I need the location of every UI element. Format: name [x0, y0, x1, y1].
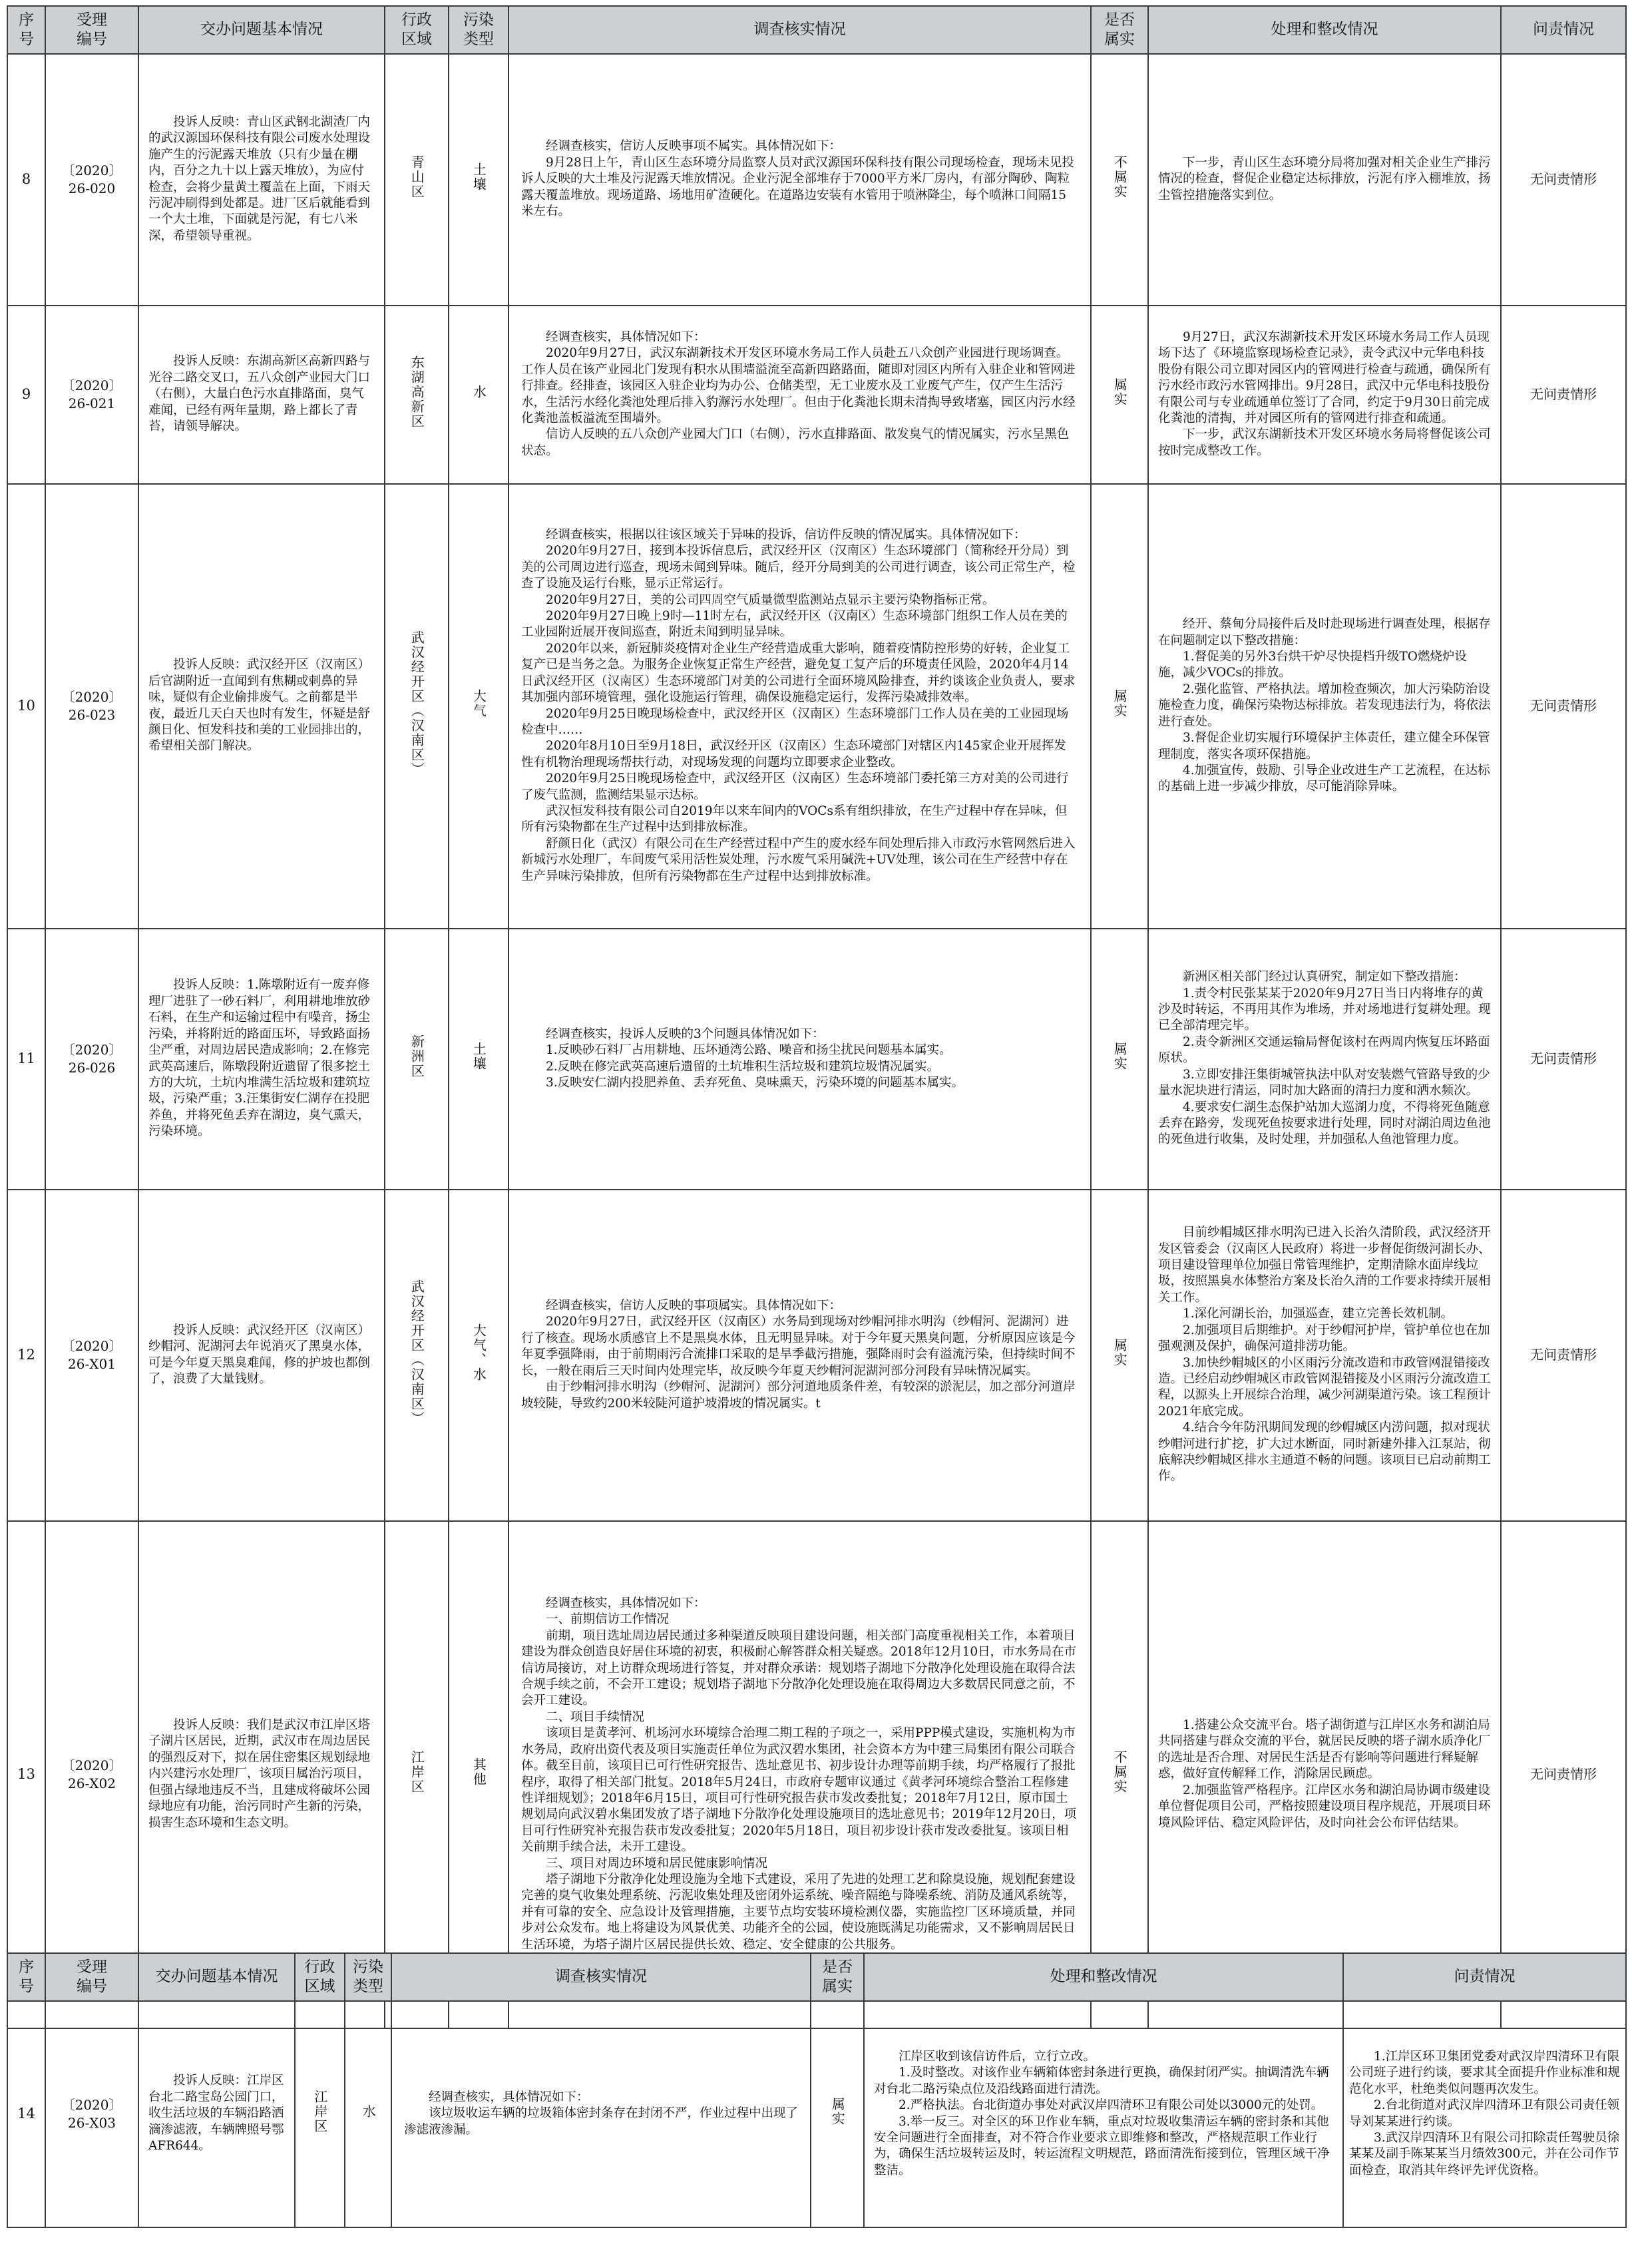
table-row	[7, 1190, 1626, 1521]
row-case-no: 〔2020〕 26-021	[45, 306, 138, 484]
row-case-no: 〔2020〕 26-X02	[45, 1521, 138, 2028]
row-investigation-paragraph: 2020年9月27日，武汉经开区（汉南区）水务局到现场对纱帽河排水明沟（纱帽河、泥湖河）进行了核查。现场水质感官上不是黑臭水体，且无明显异味。对于今年夏天黑臭问题，分析原因应该是今年夏季强降雨，由于前期雨污合流排口采取的是旱季截污措施，强降雨时会有溢流污染，但持续时间不长，一般在雨后三天时间内处理完毕，故反映今年夏天纱帽河泥湖河部分河段有异味情况属实。	[521, 1315, 1076, 1378]
row-pollution	[449, 306, 509, 484]
row-pollution-text: 水	[360, 2104, 377, 2119]
row-investigation-paragraph: 2020年9月25日晚现场检查中，武汉经开区（汉南区）生态环境部门工作人员在美的工业园现场检查中……	[521, 706, 1069, 737]
table-row	[7, 484, 1626, 929]
row-accountability: 无问责情形	[1501, 484, 1626, 929]
row-handling	[1148, 54, 1501, 306]
row-investigation-paragraph: 由于纱帽河排水明沟（纱帽河、泥湖河）部分河道地质条件差，有较深的淤泥层，加之部分河道岸坡较陡，导致约200米较陡河道护坡滑坡的情况属实。t	[521, 1380, 1076, 1411]
row-investigation	[509, 484, 1091, 929]
header-issue: 交办问题基本情况	[138, 1953, 295, 2001]
row-investigation-paragraph: 该垃圾收运车辆的垃圾箱体密封条存在封闭不严，作业过程中出现了渗滤液渗漏。	[404, 2106, 799, 2137]
row-investigation-paragraph: 三、项目对周边环境和居民健康影响情况	[546, 1856, 768, 1871]
row-issue	[138, 2001, 295, 2227]
header-handling: 处理和整改情况	[864, 1953, 1343, 2001]
row-investigation-paragraph: 经调查核实，具体情况如下：	[429, 2090, 589, 2104]
row-pollution-text: 水	[471, 384, 487, 399]
row-handling-paragraph: 新洲区相关部门经过认真研究，制定如下整改措施：	[1183, 970, 1466, 985]
row-pollution	[449, 929, 509, 1190]
row-issue-paragraph: 投诉人反映：1.陈墩附近有一废弃修理厂进驻了一砂石料厂，利用耕地堆放砂石料，在生产和运输过程中有噪音，扬尘污染，并将附近的路面压坏，导致路面扬尘严重，对周边居民造成影响；2.在修完武英高速后，陈墩段附近遗留了很多挖土方的大坑，土坑内堆满生活垃圾和建筑垃圾，污染严重；3.汪集街安仁湖存在投肥养鱼，并将死鱼丢弃在湖边，臭气熏天，污染环境。	[148, 978, 371, 1139]
row-issue-paragraph: 投诉人反映：东湖高新区高新四路与光谷二路交叉口，五八众创产业园大门口（右侧），大量白色污水直排路面，臭气难闻，已经有两年量期，路上都长了青苔，请领导解决。	[148, 354, 371, 434]
row-investigation-paragraph: 1.反映砂石料厂占用耕地、压坏通湾公路、噪音和扬尘扰民问题基本属实。	[546, 1043, 952, 1058]
row-handling-paragraph: 4.加强宣传，鼓励、引导企业改进生产工艺流程，在达标的基础上进一步减少排放，尽可能消除异味。	[1158, 763, 1490, 794]
row-pollution-text: 大气、水	[471, 1323, 487, 1382]
row-verified-text: 属实	[829, 2096, 846, 2126]
table-row	[7, 2001, 1626, 2227]
header-pollution: 污染 类型	[449, 6, 509, 54]
row-seq: 12	[7, 1190, 45, 1521]
row-accountability: 无问责情形	[1501, 306, 1626, 484]
row-handling-paragraph: 下一步，青山区生态环境分局将加强对相关企业生产排污情况的检查，督促企业稳定达标排放，污泥有序入棚堆放，扬尘管控措施落实到位。	[1158, 155, 1491, 202]
row-investigation	[509, 306, 1091, 484]
row-verified	[1091, 929, 1148, 1190]
row-handling-paragraph: 下一步，武汉东湖新技术开发区环境水务局将督促该公司按时完成整改工作。	[1158, 427, 1491, 458]
row-accountability: 无问责情形	[1501, 1190, 1626, 1521]
row-investigation	[509, 929, 1091, 1190]
row-accountability-paragraph: 3.武汉岸四清环卫有限公司扣除责任驾驶员徐某某及副手陈某某当月绩效300元，并在公司作节面检查，取消其年终评先评优资格。	[1349, 2130, 1620, 2177]
row-investigation-paragraph: 2020年9月27日，接到本投诉信息后，武汉经开区（汉南区）生态环境部门（简称经开分局）到美的公司周边进行巡查，现场未闻到异味。随后，经开分局到美的公司进行调查，该公司正常生产，检查了设施及运行台账，显示正常运行。	[521, 544, 1076, 591]
row-verified	[1091, 306, 1148, 484]
header-investigation: 调查核实情况	[509, 6, 1091, 54]
header-seq: 序号	[7, 6, 45, 54]
row-case-no: 〔2020〕 26-023	[45, 484, 138, 929]
table-row	[7, 54, 1626, 306]
row-handling-paragraph: 1.深化河湖长治，加强巡查，建立完善长效机制。	[1183, 1307, 1454, 1321]
row-handling-paragraph: 1.督促美的另外3台烘干炉尽快提档升级TO燃烧炉设施，减少VOCs的排放。	[1158, 650, 1467, 680]
row-pollution	[449, 54, 509, 306]
row-district	[385, 929, 449, 1190]
row-issue-paragraph: 投诉人反映：江岸区台北二路宝岛公园门口，收生活垃圾的车辆沿路洒滴渗滤液，车辆牌照号鄂AFR644。	[148, 2074, 284, 2154]
row-issue-paragraph: 投诉人反映：武汉经开区（汉南区）纱帽河、泥湖河去年说消灭了黑臭水体，可是今年夏天黑臭难闻，修的护坡也都倒了，浪费了大量钱财。	[148, 1323, 371, 1386]
row-accountability: 无问责情形	[1501, 1521, 1626, 2028]
table-header-row	[7, 1953, 1626, 2001]
row-seq: 10	[7, 484, 45, 929]
row-district-text: 武汉经开区（汉南区）	[409, 1279, 425, 1426]
row-handling-paragraph: 1.及时整改。对该作业车辆箱体密封条进行更换，确保封闭严实。抽调清洗车辆对台北二路污染点位及沿线路面进行清洗。	[874, 2066, 1329, 2096]
row-investigation-paragraph: 2020年9月27日，美的公司四周空气质量微型监测站点显示主要污染物指标正常。	[546, 592, 995, 607]
row-pollution-text: 土壤	[471, 1041, 487, 1071]
row-accountability-paragraph: 1.江岸区环卫集团党委对武汉岸四清环卫有限公司班子进行约谈，要求其全面提升作业标准和规范化水平，杜绝类似问题再次发生。	[1349, 2049, 1621, 2096]
row-handling-paragraph: 2.加强监管严格程序。江岸区水务和湖泊局协调市级建设单位督促项目公司，严格按照建设项目程序规范，开展项目环境风险评估、稳定风险评估，及时向社会公布评估结果。	[1158, 1783, 1491, 1830]
row-handling	[1148, 484, 1501, 929]
row-verified-text: 不属实	[1112, 1749, 1128, 1794]
row-pollution-text: 其他	[471, 1757, 487, 1787]
row-district-text: 东湖高新区	[409, 355, 425, 429]
header-verified: 是否 属实	[1091, 6, 1148, 54]
row-seq: 13	[7, 1521, 45, 2028]
row-handling	[1148, 929, 1501, 1190]
complaint-table-part-2	[7, 1952, 1627, 2228]
header-case-no: 受理 编号	[45, 6, 138, 54]
row-investigation	[509, 54, 1091, 306]
row-investigation-paragraph: 前期，项目选址周边居民通过多种渠道反映项目建设问题，相关部门高度重视相关工作，本着项目建设为群众创造良好居住环境的初衷，积极耐心解答群众相关疑惑。2018年12月10日，市水务局在市信访局接访，对上访群众现场进行答复，并对群众承诺：规划塔子湖地下分散净化处理设施在取得合法合规手续之前，不会开工建设；规划塔子湖地下分散净化处理设施在取得周边大多数居民同意之前，不会开工建设。	[521, 1628, 1077, 1708]
row-pollution-text: 大气	[471, 688, 487, 718]
row-accountability	[1343, 2001, 1626, 2227]
row-accountability: 无问责情形	[1501, 54, 1626, 306]
row-handling-paragraph: 9月27日，武汉东湖新技术开发区环境水务局工作人员现场下达了《环境监察现场检查记录》，责令武汉中元华电科技股份有限公司立即对园区内的管网进行检查与疏通，确保所有污水经市政污水管网排出。9月28日，武汉中元华电科技股份有限公司与专业疏通单位签订了合同，约定于9月30日前完成化粪池的清掏，并对园区所有的管网进行排查和疏通。	[1158, 330, 1491, 425]
row-investigation-paragraph: 3.反映安仁湖内投肥养鱼、丢弃死鱼、臭味熏天，污染环境的问题基本属实。	[546, 1075, 964, 1090]
row-handling-paragraph: 1.责令村民张某某于2020年9月27日当日内将堆存的黄沙及时转运，不再用其作为堆场，并对场地进行复耕处理。现已全部清理完毕。	[1158, 986, 1491, 1033]
row-handling-paragraph: 经开、蔡甸分局接件后及时赴现场进行调查处理，根据存在问题制定以下整改措施：	[1158, 617, 1491, 648]
row-investigation-paragraph: 武汉恒发科技有限公司自2019年以来车间内的VOCs系有组织排放，在生产过程中存在异味，但所有污染物都在生产过程中达到排放标准。	[521, 803, 1068, 835]
row-case-no: 〔2020〕 26-026	[45, 929, 138, 1190]
row-pollution-text: 土壤	[471, 162, 487, 192]
header-district: 行政 区域	[295, 1953, 345, 2001]
row-issue	[138, 306, 385, 484]
row-handling-paragraph: 3.举一反三。对全区的环卫作业车辆，重点对垃圾收集清运车辆的密封条和其他安全问题进行全面排查，对不符合作业要求立即维修和整改，严格规范职工作业行为，确保生活垃圾转运及时，转运流程文明规范，路面清洗衔接到位，管理区域干净整洁。	[874, 2114, 1330, 2177]
table-row	[7, 929, 1626, 1190]
header-issue: 交办问题基本情况	[138, 6, 385, 54]
row-verified-text: 不属实	[1112, 154, 1128, 199]
row-investigation-paragraph: 2020年9月27日，武汉东湖新技术开发区环境水务局工作人员赴五八众创产业园进行现场调查。工作人员在该产业园北门发现有积水从围墙溢流至高新四路路面，随即对园区内所有入驻企业和管网进行排查。经排查，该园区入驻企业均为办公、仓储类型，无工业废水及工业废气产生，仅产生生活污水，生活污水经化粪池处理后排入豹澥污水处理厂。但由于化粪池长期未清掏导致堵塞，园区内污水经化粪池盖板溢流至围墙外。	[521, 346, 1076, 425]
row-investigation-paragraph: 经调查核实，具体情况如下：	[546, 1596, 706, 1611]
row-handling	[864, 2001, 1343, 2227]
table-header-row	[7, 6, 1626, 54]
row-seq: 11	[7, 929, 45, 1190]
header-investigation: 调查核实情况	[391, 1953, 811, 2001]
row-handling-paragraph: 3.加快纱帽城区的小区雨污分流改造和市政管网混错接改造。已经启动纱帽城区市政管网混错接及小区雨污分流改造工程，以源头上开展综合治理，减少河湖渠道污染。该工程预计2021年底完成。	[1158, 1355, 1491, 1419]
row-case-no: 〔2020〕 26-X03	[45, 2001, 138, 2227]
row-investigation-paragraph: 经调查核实，具体情况如下：	[546, 330, 706, 344]
row-district	[385, 306, 449, 484]
row-verified	[811, 2001, 864, 2227]
row-seq: 8	[7, 54, 45, 306]
header-handling: 处理和整改情况	[1148, 6, 1501, 54]
row-investigation-paragraph: 经调查核实，根据以往该区域关于异味的投诉，信访件反映的情况属实。具体情况如下：	[546, 528, 1026, 543]
row-pollution	[345, 2001, 391, 2227]
row-handling	[1148, 306, 1501, 484]
row-handling-paragraph: 2.责令新洲区交通运输局督促该村在两周内恢复压坏路面原状。	[1158, 1034, 1490, 1066]
row-district	[295, 2001, 345, 2227]
row-accountability: 无问责情形	[1501, 929, 1626, 1190]
header-verified: 是否 属实	[811, 1953, 864, 2001]
row-issue	[138, 484, 385, 929]
row-issue-paragraph: 投诉人反映：我们是武汉市江岸区塔子湖片区居民，近期，武汉市在周边居民的强烈反对下，拟在居住密集区规划绿地内兴建污水处理厂，该项目属治污项目，但强占绿地违反不当，且建成将破坏公园绿地应有功能，治污同时产生新的污染，损害生态环境和生态文明。	[148, 1718, 371, 1830]
row-handling-paragraph: 3.立即安排汪集街城管执法中队对安装燃气管路导致的少量水泥块进行清运，同时加大路面的清扫力度和洒水频次。	[1158, 1067, 1490, 1098]
row-investigation-paragraph: 一、前期信访工作情况	[546, 1612, 670, 1627]
row-investigation-paragraph: 2020年9月25日晚现场检查中，武汉经开区（汉南区）生态环境部门委托第三方对美的公司进行了废气监测，监测结果显示达标。	[521, 772, 1069, 802]
complaint-table-part-1	[7, 5, 1627, 2029]
row-investigation-paragraph: 2020年8月10日至9月18日，武汉经开区（汉南区）生态环境部门对辖区内145家企业开展挥发性有机物治理现场帮扶行动，对现场发现的问题均立即要求企业整改。	[521, 739, 1067, 770]
table-row	[7, 306, 1626, 484]
row-seq: 14	[7, 2001, 45, 2227]
row-handling-paragraph: 1.搭建公众交流平台。塔子湖街道与江岸区水务和湖泊局共同搭建与群众交流的平台，就居民反映的塔子湖水质净化厂的选址是否合理、对居民生活是否有影响等问题进行释疑解惑，做好宣传解释工作，消除居民顾虑。	[1158, 1718, 1491, 1781]
row-investigation-paragraph: 信访人反映的五八众创产业园大门口（右侧），污水直排路面、散发臭气的情况属实，污水呈黑色状态。	[521, 427, 1070, 458]
row-district-text: 江岸区	[409, 1749, 425, 1794]
row-handling	[1148, 1190, 1501, 1521]
row-handling-paragraph: 4.要求安仁湖生态保护站加大巡湖力度，不得将死鱼随意丢弃在路旁，发现死鱼按要求进行处理，同时对湖泊周边鱼池的死鱼进行收集，及时处理，并加强私人鱼池管理力度。	[1158, 1100, 1491, 1147]
row-investigation-paragraph: 塔子湖地下分散净化处理设施为全地下式建设，采用了先进的处理工艺和除臭设施，规划配套建设完善的臭气收集处理系统、污泥收集处理及密闭外运系统、噪音隔绝与降噪系统、消防及通风系统等，并有可靠的安全、应急设计及管理措施，主要节点均安装环境检测仪器，实施监控厂区环境质量，并同步对公众发布。地上将建设为风景优美、功能齐全的公园，使设施既满足功能需求，又不影响周居民日生活环境，为塔子湖片区居民提供长效、稳定、安全健康的公共服务。	[521, 1872, 1076, 1952]
row-district	[385, 484, 449, 929]
row-issue	[138, 1190, 385, 1521]
row-investigation-paragraph: 经调查核实，信访人反映的事项属实。具体情况如下：	[546, 1299, 842, 1313]
row-handling-paragraph: 目前纱帽城区排水明沟已进入长治久清阶段，武汉经济开发区管委会（汉南区人民政府）将进一步督促街级河湖长办、项目建设管理单位加强日常管理维护，定期清除水面岸线垃圾，按照黑臭水体整治方案及长治久清的工作要求持续开展相关工作。	[1158, 1226, 1491, 1305]
row-district-text: 青山区	[409, 154, 425, 199]
header-pollution: 污染 类型	[345, 1953, 391, 2001]
row-issue	[138, 929, 385, 1190]
row-district-text: 新洲区	[409, 1034, 425, 1078]
row-issue-paragraph: 投诉人反映：青山区武钢北湖渣厂内的武汉源国环保科技有限公司废水处理设施产生的污泥露天堆放（只有少量在棚内，百分之九十以上露天堆放），为应付检查，会将少量黄土覆盖在上面，下雨天污泥冲刷得到处都是。进厂区后就能看到一个大土堆，下面就是污泥，有七八米深，希望领导重视。	[148, 114, 371, 243]
row-district-text: 江岸区	[311, 2089, 328, 2134]
row-district	[385, 1190, 449, 1521]
row-issue-paragraph: 投诉人反映：武汉经开区（汉南区）后官湖附近一直闻到有焦糊或刺鼻的异味，疑似有企业偷排废气。之前都是半夜，最近几天白天也时有发生，怀疑是舒颜日化、恒发科技和美的工业园排出的，希望相关部门解决。	[148, 658, 371, 754]
row-investigation-paragraph: 2.反映在修完武英高速后遗留的土坑堆积生活垃圾和建筑垃圾情况属实。	[546, 1059, 940, 1074]
row-investigation-paragraph: 该项目是黄孝河、机场河水环境综合治理二期工程的子项之一，采用PPP模式建设，实施机构为市水务局，政府出资代表及项目实施责任单位为武汉碧水集团，社会资本方为中建三局集团有限公司联合体。截至目前，该项目已可行性研究报告、选址意见书、初步设计办理等前期手续，均严格履行了报批程序，取得了相关部门批复。2018年5月24日，市政府专题审议通过《黄孝河环境综合整治工程修建性详细规划》；2018年6月15日，项目可行性研究报告获市发改委批复；2018年7月12日，原市国土规划局向武汉碧水集团发放了塔子湖地下分散净化处理设施项目的选址意见书；2019年12月20日，项目可行性研究补充报告获市发改委批复；2020年5月18日，项目初步设计获市发改委批复。该项目相关前期手续合法，未开工建设。	[521, 1726, 1077, 1855]
header-case-no: 受理 编号	[45, 1953, 138, 2001]
row-case-no: 〔2020〕 26-X01	[45, 1190, 138, 1521]
row-handling-paragraph: 2.加强项目后期维护。对于纱帽河护岸，管护单位也在加强观测及保护，确保河道排涝功能。	[1158, 1323, 1490, 1354]
row-seq: 9	[7, 306, 45, 484]
row-district-text: 武汉经开区（汉南区）	[409, 630, 425, 777]
row-handling-paragraph: 江岸区收到该信访件后，立行立改。	[899, 2049, 1096, 2064]
row-investigation-paragraph: 舒颜日化（武汉）有限公司在生产经营过程中产生的废水经车间处理后排入市政污水管网然后进入新城污水处理厂，车间废气采用活性炭处理，污水废气采用碱洗+UV处理，该公司在生产经营中存在生产异味污染排放，但所有污染物都在生产过程中达到排放标准。	[521, 836, 1076, 883]
row-investigation-paragraph: 二、项目手续情况	[546, 1709, 645, 1724]
row-handling-paragraph: 3.督促企业切实履行环境保护主体责任，建立健全环保管理制度，落实各项环保措施。	[1158, 731, 1490, 762]
row-pollution	[449, 484, 509, 929]
row-verified-text: 属实	[1112, 1041, 1128, 1071]
row-verified-text: 属实	[1112, 1337, 1128, 1367]
header-accountability: 问责情况	[1343, 1953, 1626, 2001]
row-accountability-paragraph: 2.台北街道对武汉岸四清环卫有限公司责任领导刘某某进行约谈。	[1349, 2098, 1620, 2129]
row-verified	[1091, 484, 1148, 929]
row-verified	[1091, 1190, 1148, 1521]
row-case-no: 〔2020〕 26-020	[45, 54, 138, 306]
row-investigation-paragraph: 2020年以来，新冠肺炎疫情对企业生产经营造成重大影响，随着疫情防控形势的好转，企业复工复产已是当务之急。为服务企业恢复正常生产经营，避免复工复产后的环境责任风险，2020年4月14日武汉经开区（汉南区）生态环境部门对美的公司进行全面环境风险排查，并约谈该企业负责人，要求其加强内部环境管理，强化设施运行管理，确保设施稳定运行，发挥污染减排效率。	[521, 641, 1076, 705]
row-handling-paragraph: 4.结合今年防汛期间发现的纱帽城区内涝问题，拟对现状纱帽河进行扩挖，扩大过水断面，同时新建外排入江泵站，彻底解决纱帽城区排水主通道不畅的问题。该项目已启动前期工作。	[1158, 1421, 1491, 1484]
row-investigation	[391, 2001, 811, 2227]
row-investigation-paragraph: 经调查核实，投诉人反映的3个问题具体情况如下：	[546, 1026, 825, 1041]
header-seq: 序号	[7, 1953, 45, 2001]
row-verified-text: 属实	[1112, 377, 1128, 407]
row-verified-text: 属实	[1112, 688, 1128, 718]
row-issue	[138, 54, 385, 306]
row-investigation-paragraph: 9月28日上午，青山区生态环境分局监察人员对武汉源国环保科技有限公司现场检查，现场未见投诉人反映的大土堆及污泥露天堆放情况。企业污泥全部堆存于7000平方米厂房内，有部分陶砂、陶粒露天覆盖堆放。现场道路、场地用矿渣硬化。在道路边安装有水管用于喷淋降尘，每个喷淋口间隔15米左右。	[521, 155, 1074, 219]
row-handling-paragraph: 2.强化监管、严格执法。增加检查频次，加大污染防治设施检查力度，确保污染物达标排放。若发现违法行为，将依法进行查处。	[1158, 682, 1491, 729]
row-handling-paragraph: 2.严格执法。台北街道办事处对武汉岸四清环卫有限公司处以3000元的处罚。	[899, 2098, 1324, 2113]
header-district: 行政 区域	[385, 6, 449, 54]
row-investigation-paragraph: 2020年9月27日晚上9时—11时左右，武汉经开区（汉南区）生态环境部门组织工作人员在美的工业园附近展开夜间巡查，附近未闻到明显异味。	[521, 609, 1068, 640]
row-verified	[1091, 54, 1148, 306]
header-accountability: 问责情况	[1501, 6, 1626, 54]
row-investigation-paragraph: 经调查核实，信访人反映事项不属实。具体情况如下：	[546, 139, 842, 154]
row-pollution	[449, 1190, 509, 1521]
row-investigation	[509, 1190, 1091, 1521]
row-district	[385, 54, 449, 306]
